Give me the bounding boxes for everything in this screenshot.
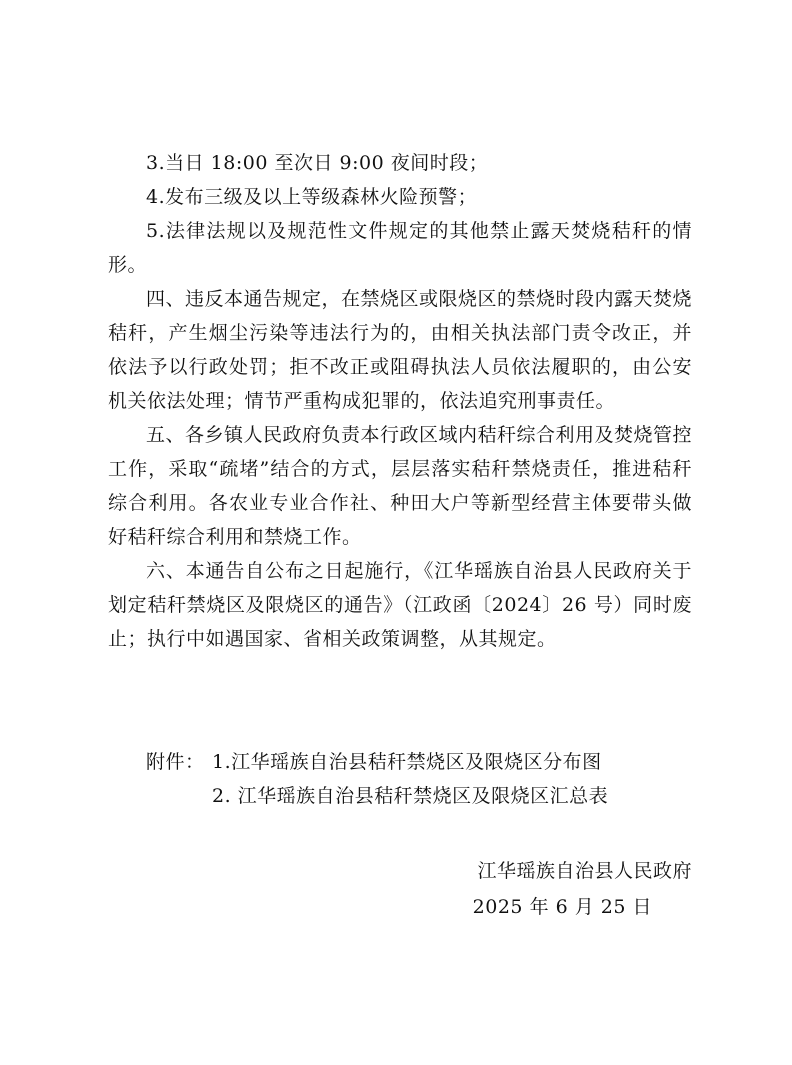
paragraph-section-5: 五、各乡镇人民政府负责本行政区域内秸秆综合利用及焚烧管控工作，采取“疏堵”结合的方式，层层落实秸秆禁烧责任，推进秸秆综合利用。各农业专业合作社、种田大户等新型经营主体要带头做好秸秆综合利用和禁烧工作。 — [108, 424, 693, 548]
attachments-label: 附件： — [146, 751, 205, 773]
attachment-item: 2. 江华瑶族自治县秸秆禁烧区及限烧区汇总表 — [212, 785, 609, 807]
attachment-row — [146, 779, 706, 813]
signature-block — [392, 853, 692, 925]
issue-date: 2025 年 6 月 25 日 — [472, 896, 652, 918]
attachments-list — [146, 745, 706, 813]
attachment-item: 1.江华瑶族自治县秸秆禁烧区及限烧区分布图 — [212, 751, 602, 773]
attachment-row — [146, 745, 706, 779]
notice-body — [108, 146, 692, 656]
paragraph-item-3: 3.当日 18:00 至次日 9:00 夜间时段； — [146, 152, 489, 174]
paragraph-section-4: 四、违反本通告规定，在禁烧区或限烧区的禁烧时段内露天焚烧秸秆，产生烟尘污染等违法行为的，由相关执法部门责令改正，并依法予以行政处罚；拒不改正或阻碍执法人员依法履职的，由公安机关依法处理；情节严重构成犯罪的，依法追究刑事责任。 — [108, 288, 693, 412]
paragraph-item-4: 4.发布三级及以上等级森林火险预警； — [146, 186, 478, 208]
paragraph-section-6: 六、本通告自公布之日起施行，《江华瑶族自治县人民政府关于划定秸秆禁烧区及限烧区的通告》（江政函〔2024〕26 号）同时废止；执行中如遇国家、省相关政策调整，从其规定。 — [108, 560, 692, 650]
issuing-authority: 江华瑶族自治县人民政府 — [477, 860, 692, 882]
paragraph-item-5: 5.法律法规以及规范性文件规定的其他禁止露天焚烧秸秆的情形。 — [108, 220, 692, 276]
